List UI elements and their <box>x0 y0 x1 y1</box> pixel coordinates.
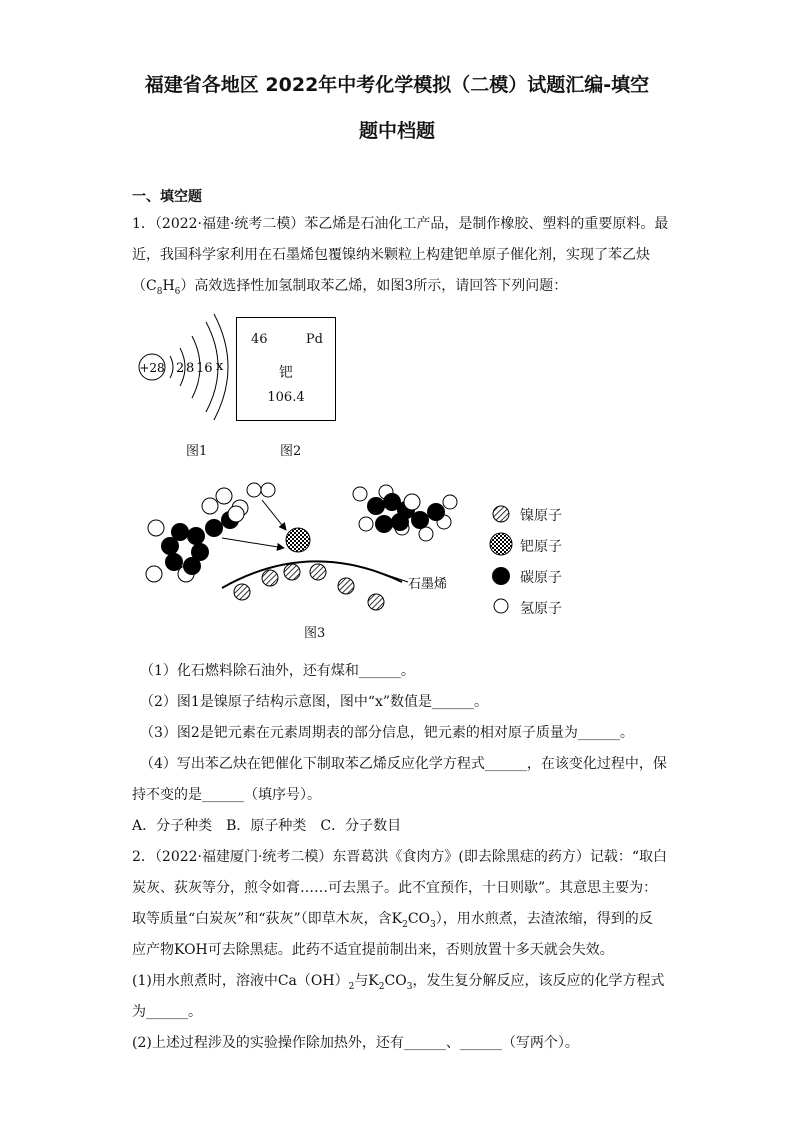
atomic-number: 46 <box>251 332 268 347</box>
figure-2-element-box <box>236 317 336 421</box>
q1-intro-line1: 1．（2022·福建·统考二模）苯乙烯是石油化工产品，是制作橡胶、塑料的重要原料。最 <box>132 216 669 232</box>
q1-options: A．分子种类 B．原子种类 C．分子数目 <box>132 818 402 834</box>
legend-hydrogen-icon <box>490 595 512 617</box>
q2-line2: 炭灰、荻灰等分，煎令如膏……可去黑子。此不宜预作，十日则歇”。其意思主要为： <box>132 880 658 896</box>
legend-palladium-icon <box>488 531 514 557</box>
graphene-label: 石墨烯 <box>408 577 448 592</box>
shell-count-3: 16 <box>196 361 213 376</box>
legend-hydrogen-label: 氢原子 <box>520 601 562 617</box>
shell-arc-1 <box>170 356 173 378</box>
figure-1-label: 图1 <box>186 444 208 459</box>
nickel-atoms <box>234 564 384 610</box>
page-title-line2: 题中档题 <box>358 120 435 142</box>
q1-sub4-line2: 持不变的是______（填序号）。 <box>132 787 321 803</box>
legend-carbon-icon <box>490 565 512 587</box>
q1-sub2: （2）图1是镍原子结构示意图，图中“x”数值是______。 <box>140 694 489 710</box>
figure-3-label: 图3 <box>304 626 326 641</box>
q2-sub2: (2)上述过程涉及的实验操作除加热外，还有______、______（写两个）。 <box>132 1035 579 1051</box>
shell-count-4: x <box>216 359 224 374</box>
shell-count-1: 2 <box>176 361 185 376</box>
element-symbol: Pd <box>305 332 323 347</box>
shell-count-2: 8 <box>186 361 195 376</box>
atomic-mass: 106.4 <box>267 390 305 405</box>
nucleus-charge: +28 <box>139 361 165 375</box>
q1-sub3: （3）图2是钯元素在元素周期表的部分信息，钯元素的相对原子质量为______。 <box>140 725 634 741</box>
q1-sub4-line1: （4）写出苯乙炔在钯催化下制取苯乙烯反应化学方程式______，在该变化过程中，保 <box>140 756 667 772</box>
figure-2-label: 图2 <box>280 444 302 459</box>
q2-line3: 取等质量“白炭灰”和“荻灰”（即草木灰，含$K_2CO_3$），用水煎煮，去渣浓缩，得到的反 <box>132 911 653 930</box>
section-heading: 一、填空题 <box>132 189 202 205</box>
page-title-line1: 福建省各地区 2022年中考化学模拟（二模）试题汇编-填空 <box>144 74 650 96</box>
palladium-atom <box>286 528 310 552</box>
styrene-molecule <box>353 485 457 541</box>
legend-palladium-label: 钯原子 <box>520 539 562 555</box>
q1-intro-line3: $(C_8H_6)$高效选择性加氢制取苯乙烯，如图3所示，请回答下列问题： <box>132 278 568 297</box>
figure-1-atom-diagram <box>132 308 242 428</box>
figure-3-catalyst-diagram <box>140 478 480 618</box>
phenylacetylene-molecule <box>146 488 248 582</box>
q2-line1: 2．（2022·福建厦门·统考二模）东晋葛洪《食肉方》(即去除黑痣的药方）记载：“取白 <box>132 849 668 865</box>
q1-sub1: （1）化石燃料除石油外，还有煤和______。 <box>140 663 415 679</box>
element-name: 钯 <box>279 365 293 381</box>
legend-nickel-label: 镍原子 <box>520 508 562 524</box>
q1-intro-line2: 近，我国科学家利用在石墨烯包覆镍纳米颗粒上构建钯单原子催化剂，实现了苯乙炔 <box>132 247 650 263</box>
legend-carbon-label: 碳原子 <box>520 570 562 586</box>
q2-sub1-line1: (1)用水煎煮时，溶液中$Ca(OH)_2$与$K_2CO_3$，发生复分解反应，该反应的化学方程式 <box>132 973 665 992</box>
q2-line4: 应产物KOH可去除黑痣。此药不适宜提前制出来，否则放置十多天就会失效。 <box>132 942 614 958</box>
legend-nickel-icon <box>490 503 512 525</box>
q2-sub1-line2: 为______。 <box>132 1004 202 1020</box>
